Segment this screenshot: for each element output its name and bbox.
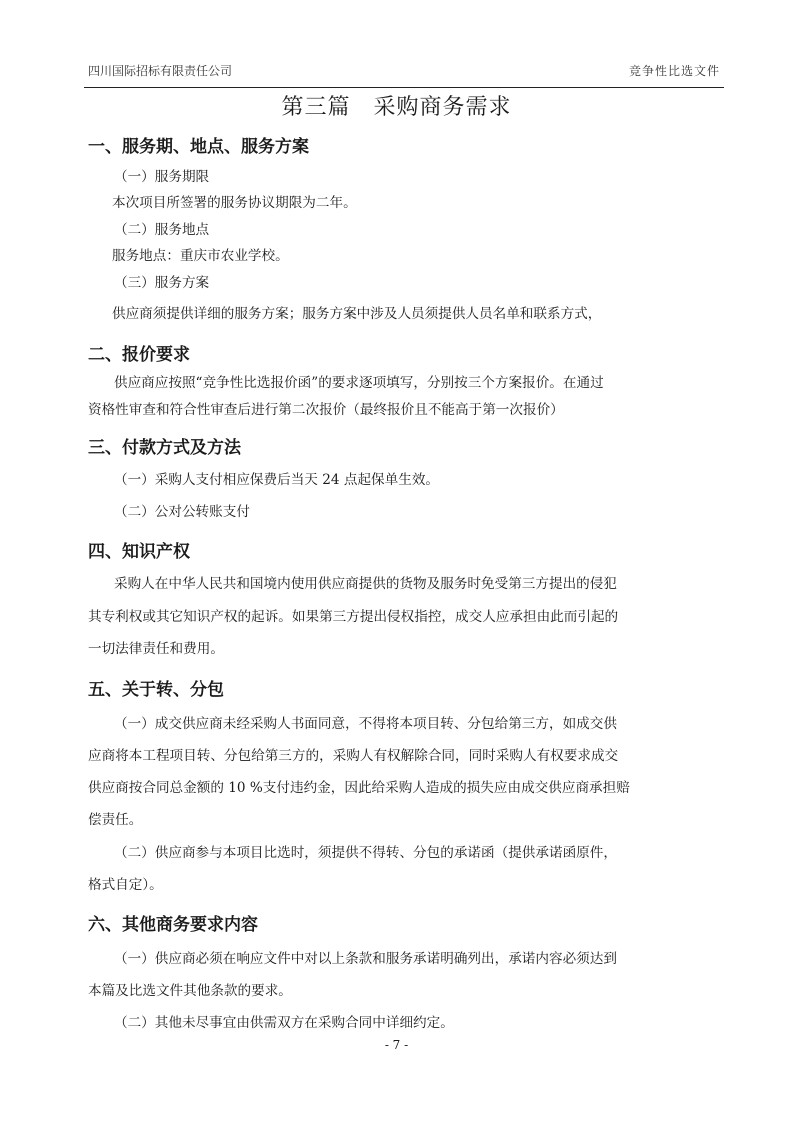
section-heading-3: 三、付款方式及方法	[88, 438, 241, 458]
page-header	[88, 62, 720, 84]
section-4-line: 一切法律责任和费用。	[88, 641, 224, 657]
section-4-line: 其专利权或其它知识产权的起诉。如果第三方提出侵权指控，成交人应承担由此而引起的	[88, 609, 619, 625]
section-heading-6: 六、其他商务要求内容	[88, 915, 258, 935]
section-4-line: 采购人在中华人民共和国境内使用供应商提供的货物及服务时免受第三方提出的侵犯	[114, 576, 617, 592]
section-3-line: （一）采购人支付相应保费后当天 24 点起保单生效。	[114, 472, 440, 488]
section-6-line: 本篇及比选文件其他条款的要求。	[88, 983, 292, 999]
section-2-line: 资格性审查和符合性审查后进行第二次报价（最终报价且不能高于第一次报价）	[88, 402, 564, 418]
section-3-line: （二）公对公转账支付	[114, 504, 250, 520]
section-6-line: （一）供应商必须在响应文件中对以上条款和服务承诺明确列出，承诺内容必须达到	[114, 951, 617, 967]
page-title: 第三篇 采购商务需求	[281, 95, 512, 120]
section-5-line: （一）成交供应商未经采购人书面同意，不得将本项目转、分包给第三方，如成交供	[114, 716, 617, 732]
section-1-line: （三）服务方案	[114, 275, 210, 291]
section-1-line: 本次项目所签署的服务协议期限为二年。	[112, 195, 357, 211]
header-divider	[84, 87, 724, 88]
section-heading-2: 二、报价要求	[88, 345, 190, 365]
section-heading-5: 五、关于转、分包	[88, 680, 224, 700]
section-heading-1: 一、服务期、地点、服务方案	[88, 137, 309, 157]
section-5-line: 应商将本工程项目转、分包给第三方的，采购人有权解除合同，同时采购人有权要求成交	[88, 748, 619, 764]
section-1-line: 服务地点：重庆市农业学校。	[112, 248, 289, 264]
section-2-line: 供应商应按照“竞争性比选报价函”的要求逐项填写，分别按三个方案报价。在通过	[114, 375, 604, 391]
page-number: - 7 -	[384, 1038, 409, 1052]
section-1-line: 供应商须提供详细的服务方案；服务方案中涉及人员须提供人员名单和联系方式，	[112, 306, 602, 322]
section-5-line: 偿责任。	[88, 812, 143, 828]
section-1-line: （二）服务地点	[114, 222, 210, 238]
header-doc-type: 竞争性比选文件	[628, 64, 720, 78]
section-1-line: （一）服务期限	[114, 169, 210, 185]
section-6-line: （二）其他未尽事宜由供需双方在采购合同中详细约定。	[114, 1015, 454, 1031]
section-5-line: （二）供应商参与本项目比选时，须提供不得转、分包的承诺函（提供承诺函原件，	[114, 845, 617, 861]
section-5-line: 供应商按合同总金额的 10 %支付违约金，因此给采购人造成的损失应由成交供应商承担赔	[88, 780, 630, 796]
header-company: 四川国际招标有限责任公司	[88, 64, 233, 78]
section-5-line: 格式自定）。	[88, 877, 163, 893]
section-heading-4: 四、知识产权	[88, 542, 190, 562]
